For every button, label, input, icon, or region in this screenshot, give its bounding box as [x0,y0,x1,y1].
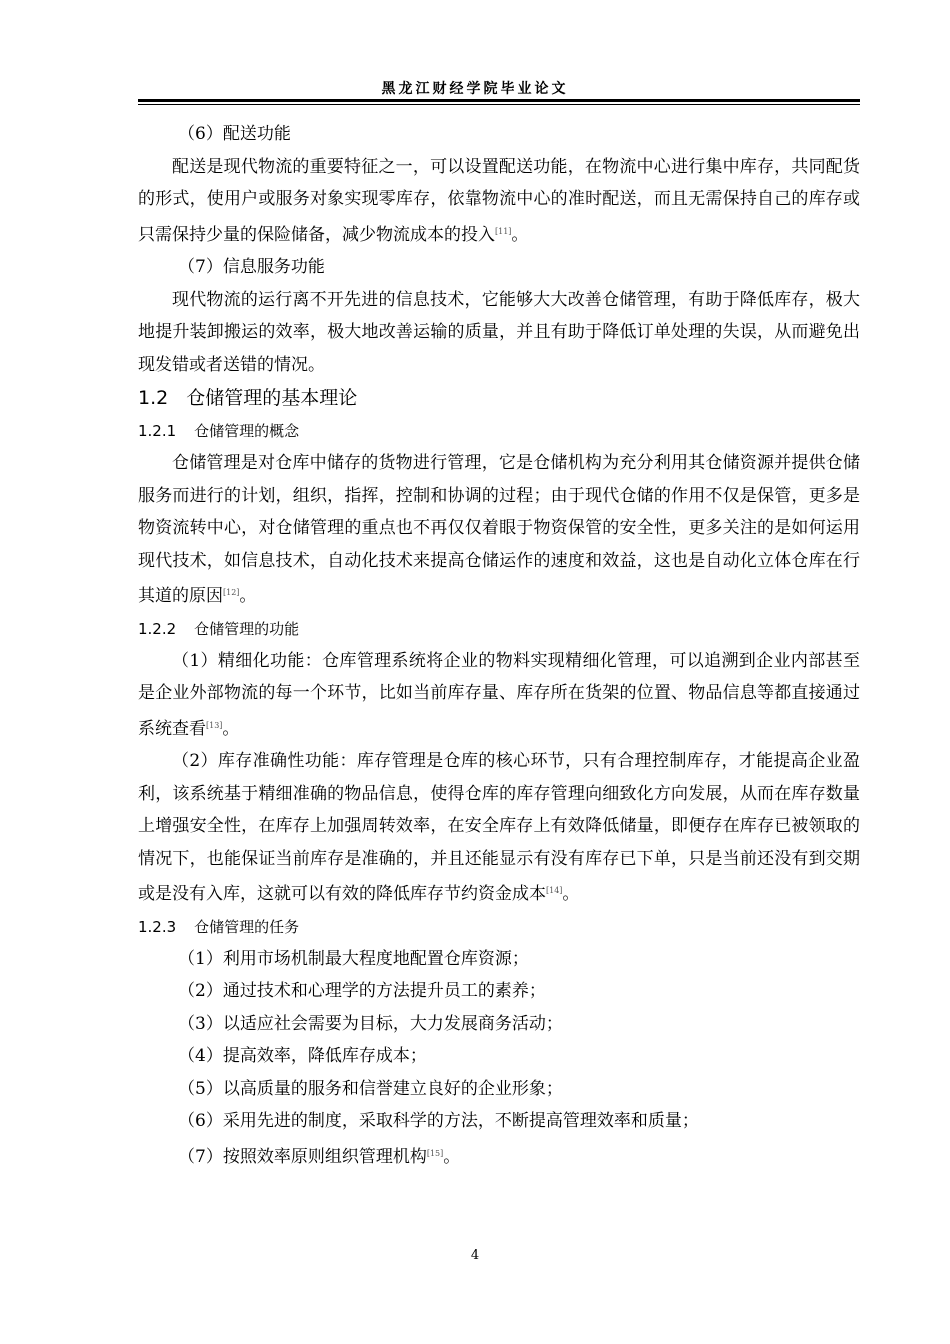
punct: 。 [443,1146,461,1167]
page-body [138,118,860,1173]
page-number: 4 [470,1248,480,1263]
citation: [14] [546,886,563,895]
paragraph-text: 仓储管理是对仓库中储存的货物进行管理，它是仓储机构为充分利用其仓储资源并提供仓储服务而进行的计划，组织，指挥，控制和协调的过程；由于现代仓储的作用不仅是保管，更多是物资流转中心，对仓储管理的重点也不再仅仅着眼于物资保管的安全性，更多关注的是如何运用现代技术，如信息技术，自动化技术来提高仓储运作的速度和效益，这也是自动化立体仓库在行其道的原因 [138,453,860,606]
punct: 。 [562,884,580,904]
section-number: 1.2.1 [138,422,177,440]
subsection-heading-1-2-3 [138,911,860,943]
list-item-text: （7）按照效率原则组织管理机构 [178,1146,427,1167]
punct: 。 [511,224,529,245]
header-rule-thick [138,99,860,102]
punct: 。 [239,586,257,606]
paragraph-text: 配送是现代物流的重要特征之一，可以设置配送功能，在物流中心进行集中库存，共同配货的形式，使用户或服务对象实现零库存，依靠物流中心的准时配送，而且无需保持自己的库存或只需保持少量的保险储备，减少物流成本的投入 [138,156,860,245]
section-title: 仓储管理的功能 [194,619,300,638]
paragraph-fine [138,645,860,746]
list-item-info-title: （7）信息服务功能 [178,257,325,277]
paragraph-text: （2）库存准确性功能：库存管理是仓库的核心环节，只有合理控制库存，才能提高企业盈利，该系统基于精细准确的物品信息，使得仓库的库存管理向细致化方向发展，从而在库存数量上增强安全性，在库存上加强周转效率，在安全库存上有效降低储量，即便存在库存已被领取的情况下，也能保证当前库存是准确的，并且还能显示有没有库存已下单，只是当前还没有到交期或是没有入库，这就可以有效的降低库存节约资金成本 [138,751,860,904]
list-item: （1）利用市场机制最大程度地配置仓库资源； [178,948,529,969]
list-item [138,1138,860,1174]
section-title: 仓储管理的概念 [194,422,300,440]
list-item: （6）采用先进的制度，采取科学的方法，不断提高管理效率和质量； [178,1111,699,1131]
list-item-delivery-title: （6）配送功能 [178,124,291,144]
subsection-heading-1-2-1 [138,415,860,447]
section-heading-1-2 [138,381,860,415]
list-item: （3）以适应社会需要为目标，大力发展商务活动； [178,1013,563,1034]
punct: 。 [222,718,240,739]
header-rule-thin [138,104,860,105]
section-title: 仓储管理的任务 [194,917,300,936]
section-number: 1.2.2 [138,619,177,638]
citation: [15] [426,1148,444,1158]
list-item: （5）以高质量的服务和信誉建立良好的企业形象； [178,1078,563,1099]
paragraph-info: 现代物流的运行离不开先进的信息技术，它能够大大改善仓储管理，有助于降低库存，极大地提升装卸搬运的效率，极大地改善运输的质量，并且有助于降低订单处理的失误，从而避免出现发错或者送错的情况。 [138,289,860,375]
section-number: 1.2.3 [138,917,177,936]
subsection-heading-1-2-2 [138,613,860,645]
paragraph-accuracy [138,745,860,911]
citation: [13] [206,720,223,730]
running-header: 黑龙江财经学院毕业论文 [381,81,569,97]
paragraph-concept [138,447,860,613]
paragraph-delivery [138,151,860,252]
list-item: （4）提高效率，降低库存成本； [178,1046,427,1066]
paragraph-text: （1）精细化功能：仓库管理系统将企业的物料实现精细化管理，可以追溯到企业内部甚至是企业外部物流的每一个环节，比如当前库存量、库存所在货架的位置、物品信息等都直接通过系统查看 [138,650,860,739]
citation: [11] [495,226,512,236]
citation: [12] [223,588,240,597]
section-title: 仓储管理的基本理论 [186,387,358,409]
list-item: （2）通过技术和心理学的方法提升员工的素养； [178,981,546,1001]
section-number: 1.2 [138,387,169,409]
